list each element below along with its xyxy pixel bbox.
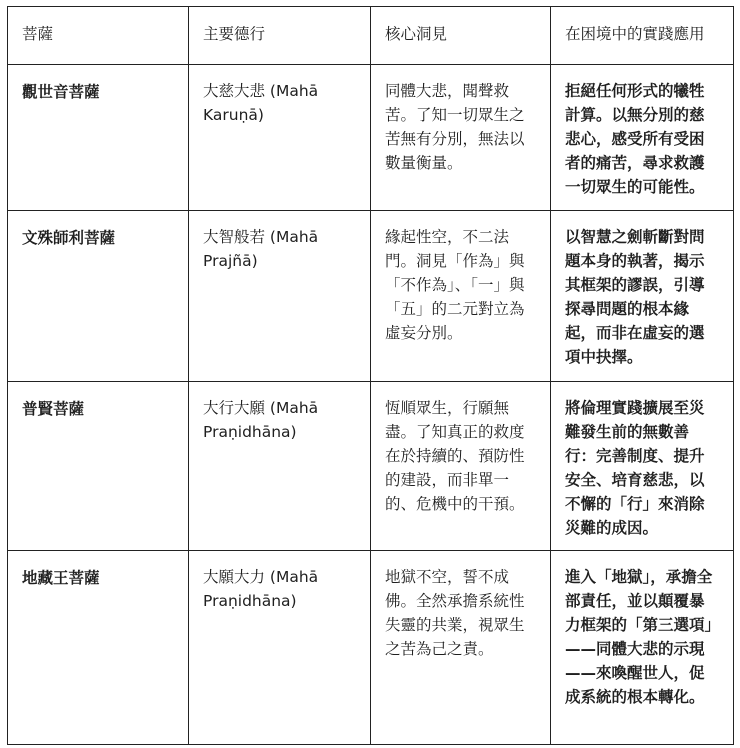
virtue-cell: 大行大願 (Mahā Praṇidhāna) xyxy=(189,382,371,551)
table-row xyxy=(8,551,734,745)
practice-cell: 進入「地獄」，承擔全部責任，並以顛覆暴力框架的「第三選項」——同體大悲的示現——來喚醒世人，促成系統的根本轉化。 xyxy=(551,551,734,745)
bodhisattva-comparison-table xyxy=(7,6,734,745)
virtue-cell: 大智般若 (Mahā Prajñā) xyxy=(189,211,371,382)
table-row xyxy=(8,382,734,551)
header-main-virtue: 主要德行 xyxy=(189,7,371,65)
bodhisattva-name-cell: 地藏王菩薩 xyxy=(8,551,189,745)
bodhisattva-name-cell: 觀世音菩薩 xyxy=(8,65,189,211)
bodhisattva-name-cell: 文殊師利菩薩 xyxy=(8,211,189,382)
virtue-cell: 大慈大悲 (Mahā Karuṇā) xyxy=(189,65,371,211)
header-core-insight: 核心洞見 xyxy=(371,7,551,65)
table-row xyxy=(8,65,734,211)
bodhisattva-name-cell: 普賢菩薩 xyxy=(8,382,189,551)
bodhisattva-table-container xyxy=(7,6,734,745)
practice-cell: 將倫理實踐擴展至災難發生前的無數善行：完善制度、提升安全、培育慈悲，以不懈的「行」來消除災難的成因。 xyxy=(551,382,734,551)
insight-cell: 同體大悲，聞聲救苦。了知一切眾生之苦無有分別，無法以數量衡量。 xyxy=(371,65,551,211)
table-row xyxy=(8,211,734,382)
table-header-row xyxy=(8,7,734,65)
insight-cell: 緣起性空，不二法門。洞見「作為」與「不作為」、「一」與「五」的二元對立為虛妄分別。 xyxy=(371,211,551,382)
header-bodhisattva: 菩薩 xyxy=(8,7,189,65)
practice-cell: 以智慧之劍斬斷對問題本身的執著，揭示其框架的謬誤，引導探尋問題的根本緣起，而非在虛妄的選項中抉擇。 xyxy=(551,211,734,382)
practice-cell: 拒絕任何形式的犧牲計算。以無分別的慈悲心，感受所有受困者的痛苦，尋求救護一切眾生的可能性。 xyxy=(551,65,734,211)
insight-cell: 地獄不空，誓不成佛。全然承擔系統性失靈的共業，視眾生之苦為己之責。 xyxy=(371,551,551,745)
insight-cell: 恆順眾生，行願無盡。了知真正的救度在於持續的、預防性的建設，而非單一的、危機中的干預。 xyxy=(371,382,551,551)
virtue-cell: 大願大力 (Mahā Praṇidhāna) xyxy=(189,551,371,745)
header-practical-application: 在困境中的實踐應用 xyxy=(551,7,734,65)
